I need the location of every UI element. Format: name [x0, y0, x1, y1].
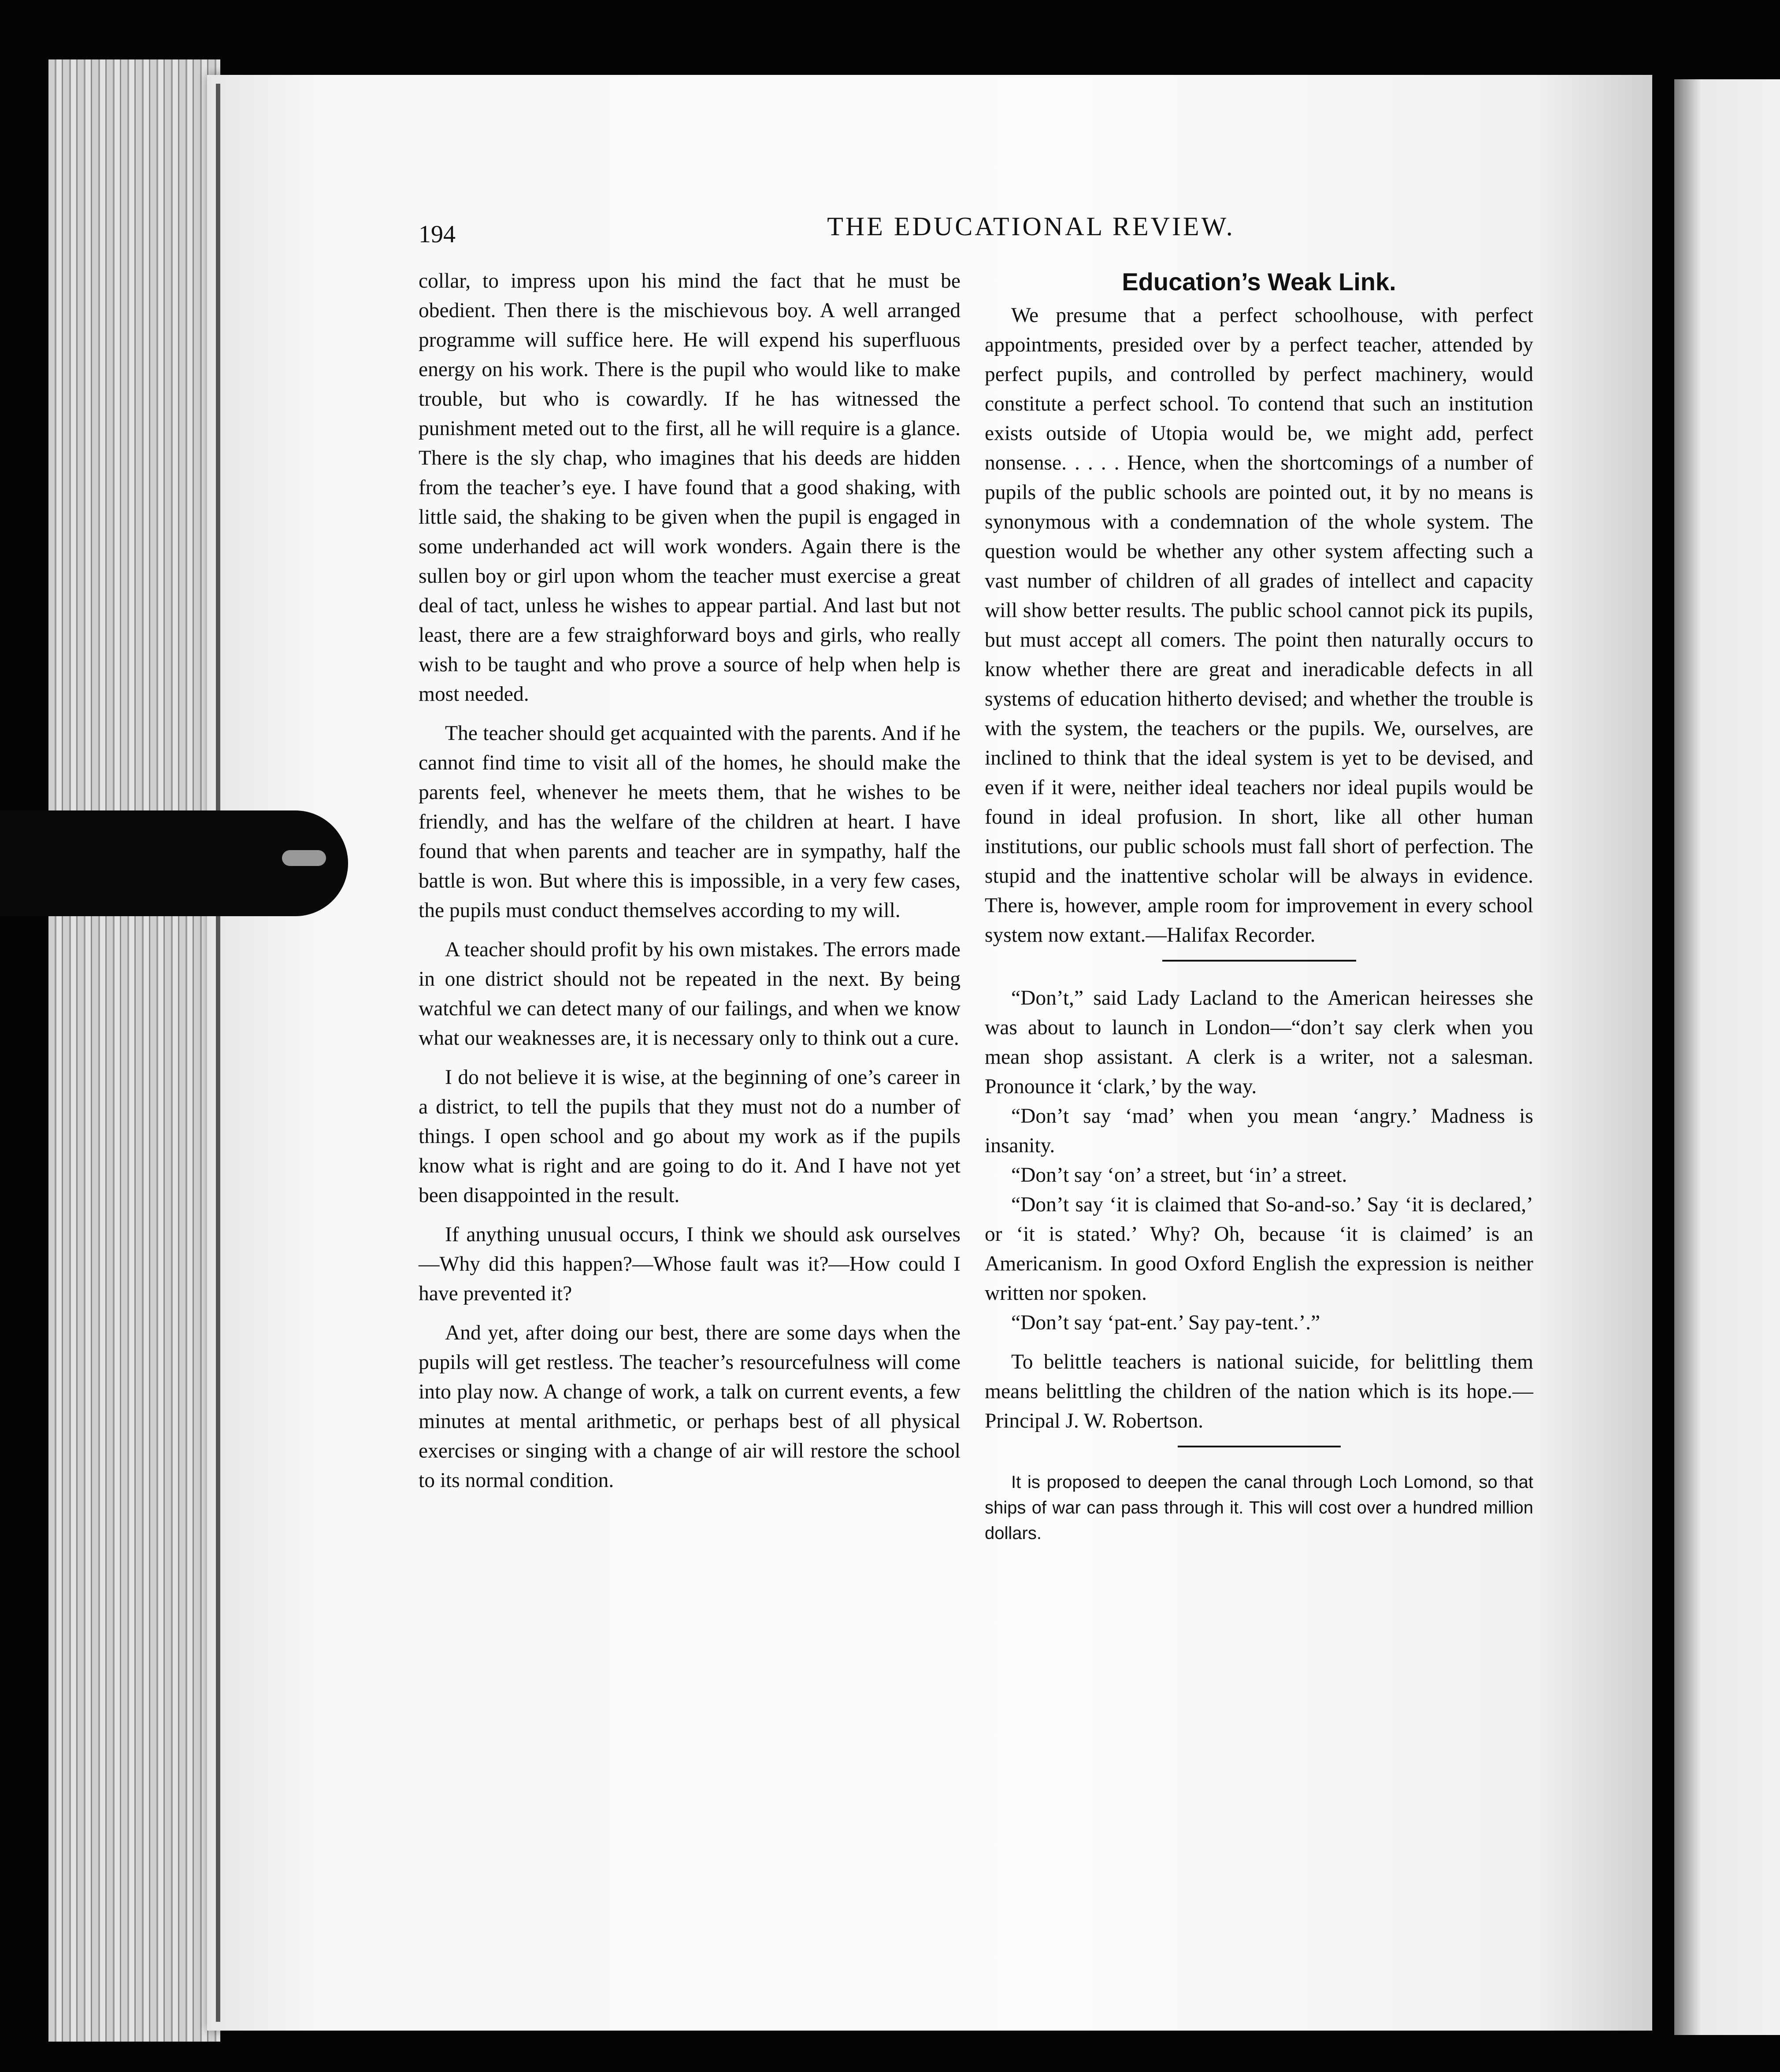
lacland-paragraph: “Don’t say ‘it is claimed that So-and-so.’ Say ‘it is declared,’ or ‘it is stated.’ Why? Oh, because ‘it is claimed’ is an Americanism. In good Oxford English the expression is neither written nor spoken.: [985, 1193, 1533, 1305]
paragraph: The teacher should get acquainted with the parents. And if he cannot find time to visit all of the homes, he should make the parents feel, whenever he meets them, that he wishes to be friendly, and has the welfare of the children at heart. I have found that when parents and teacher are in sympathy, half the battle is won. But where this is impossible, in a very few cases, the pupils must conduct themselves according to my will.: [419, 722, 960, 922]
right-column: [985, 266, 1533, 1556]
facing-page-edge: [1674, 79, 1780, 2035]
article-body: We presume that a perfect schoolhouse, with perfect appointments, presided over by a perfect teacher, attended by perfect pupils, and controlled by perfect machinery, would constitute a perfect school. To contend that such an institution exists outside of Utopia would be, we might add, perfect nonsense. . . . . Hence, when the shortcomings of a number of pupils of the public schools are pointed out, it by no means is synonymous with a condemnation of the whole system. The question would be whether any other system affecting such a vast number of children of all grades of intellect and capacity will show better results. The public school cannot pick its pupils, but must accept all comers. The point then naturally occurs to know whether there are great and ineradicable defects in all systems of education hitherto devised; and whether the trouble is with the system, the teachers or the pupils. We, ourselves, are inclined to think that the ideal system is yet to be devised, and even if it were, neither ideal teachers nor ideal pupils would be found in ideal profusion. In short, like all other human institutions, our public schools must fall short of perfection. The stupid and the inattentive scholar will be always in evidence. There is, however, ample room for improvement in every school system now extant.—Halifax Recorder.: [985, 304, 1533, 947]
loch-lomond-note: It is proposed to deepen the canal through Loch Lomond, so that ships of war can pass through it. This will cost over a hundred million dollars.: [985, 1473, 1533, 1543]
lacland-paragraph: “Don’t,” said Lady Lacland to the American heiresses she was about to launch in London—“don’t say clerk when you mean shop assistant. A clerk is a writer, not a salesman. Pronounce it ‘clark,’ by the way.: [985, 987, 1533, 1098]
paragraph: A teacher should profit by his own mistakes. The errors made in one district should not be repeated in the next. By being watchful we can detect many of our failings, and when we know what our weaknesses are, it is necessary only to think out a cure.: [419, 938, 960, 1050]
lacland-paragraph: “Don’t say ‘pat-ent.’ Say pay-tent.’.”: [1011, 1311, 1320, 1334]
running-head: THE EDUCATIONAL REVIEW.: [827, 212, 1235, 241]
book-page-edges: [48, 59, 220, 2042]
paragraph: collar, to impress upon his mind the fact that he must be obedient. Then there is the mischievous boy. A well arranged programme will suffice here. He will expend his superfluous energy on his work. There is the pupil who would like to make trouble, but who is cowardly. If he has witnessed the punishment meted out to the first, all he will require is a glance. There is the sly chap, who imagines that his deeds are hidden from the teacher’s eye. I have found that a good shaking, with little said, the shaking to be given when the pupil is engaged in some underhanded act will work wonders. Again there is the sullen boy or girl upon whom the teacher must exercise a great deal of tact, unless he wishes to appear partial. And last but not least, there are a few straighforward boys and girls, who really wish to be taught and who prove a source of help when help is most needed.: [419, 270, 960, 706]
page-left-border: [216, 84, 220, 2022]
paragraph: If anything unusual occurs, I think we should ask ourselves—Why did this happen?—Whose fault was it?—How could I have prevented it?: [419, 1223, 960, 1305]
article-title: Education’s Weak Link.: [1122, 268, 1396, 296]
section-divider: [1162, 960, 1356, 962]
left-column: [419, 266, 960, 1505]
paragraph: I do not believe it is wise, at the beginning of one’s career in a district, to tell the pupils that they must not do a number of things. I open school and go about my work as if the pupils know what is right and are going to do it. And I have not yet been disappointed in the result.: [419, 1066, 960, 1207]
lacland-paragraph: “Don’t say ‘mad’ when you mean ‘angry.’ Madness is insanity.: [985, 1105, 1533, 1157]
section-divider: [1178, 1446, 1341, 1447]
lacland-paragraph: “Don’t say ‘on’ a street, but ‘in’ a street.: [1011, 1164, 1347, 1187]
robertson-quote: To belittle teachers is national suicide, for belittling them means belittling the children of the nation which is its hope.—Principal J. W. Robertson.: [985, 1350, 1533, 1432]
page-number: 194: [419, 221, 456, 248]
thumbnail-highlight: [282, 850, 326, 866]
paragraph: And yet, after doing our best, there are some days when the pupils will get restless. The teacher’s resourcefulness will come into play now. A change of work, a talk on current events, a few minutes at mental arithmetic, or perhaps best of all physical exercises or singing with a change of air will restore the school to its normal condition.: [419, 1321, 960, 1492]
